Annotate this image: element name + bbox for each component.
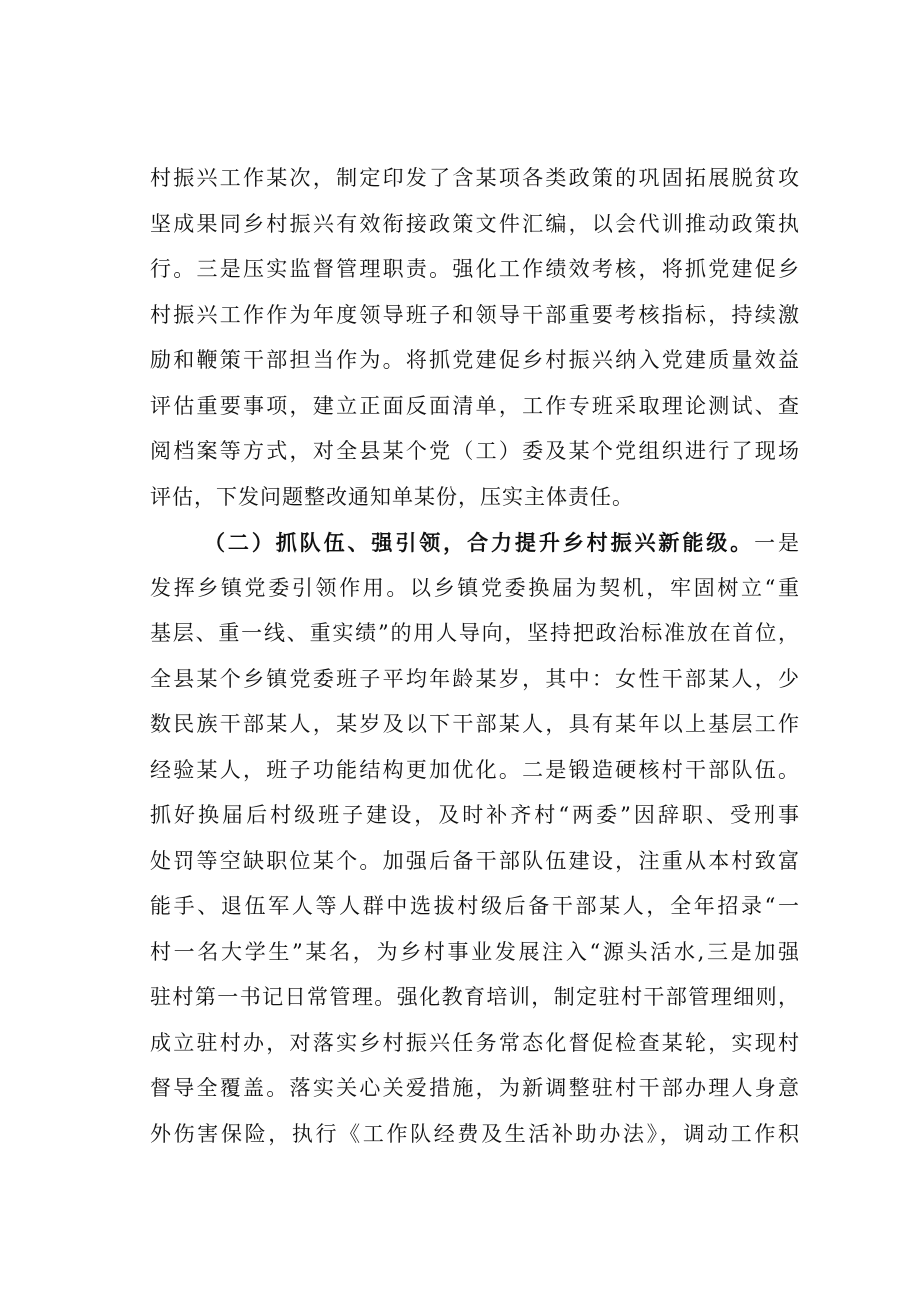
text-line: 村振兴工作某次，制定印发了含某项各类政策的巩固拓展脱贫攻 <box>150 166 800 190</box>
text-line: 励和鞭策干部担当作为。将抓党建促乡村振兴纳入党建质量效益 <box>150 348 800 372</box>
text-line: 督导全覆盖。落实关心关爱措施，为新调整驻村干部办理人身意 <box>150 1076 800 1100</box>
text-line: 发挥乡镇党委引领作用。以乡镇党委换届为契机，牢固树立“重 <box>150 575 800 600</box>
paragraph-1 <box>150 156 800 520</box>
text-line: 评估重要事项，建立正面反面清单，工作专班采取理论测试、查 <box>150 393 800 418</box>
body-text <box>150 156 800 1157</box>
text-line: 数民族干部某人，某岁及以下干部某人，具有某年以上基层工作 <box>150 712 800 736</box>
section-heading-line <box>150 520 800 566</box>
text-line: 行。三是压实监督管理职责。强化工作绩效考核，将抓党建促乡 <box>150 257 800 281</box>
text-line: 经验某人，班子功能结构更加优化。二是锻造硬核村干部队伍。 <box>150 757 800 782</box>
text-line: 处罚等空缺职位某个。加强后备干部队伍建设，注重从本村致富 <box>150 848 800 873</box>
text-line: 阅档案等方式，对全县某个党（工）委及某个党组织进行了现场 <box>150 439 800 463</box>
text-line: 全县某个乡镇党委班子平均年龄某岁，其中：女性干部某人，少 <box>150 666 800 691</box>
heading-tail-text: 一是 <box>754 531 801 555</box>
text-line: 坚成果同乡村振兴有效衔接政策文件汇编，以会代训推动政策执 <box>150 211 800 236</box>
text-line: 外伤害保险，执行《工作队经费及生活补助办法》，调动工作积 <box>150 1121 800 1146</box>
text-line: 抓好换届后村级班子建设，及时补齐村“两委”因辞职、受刑事 <box>150 803 800 827</box>
text-line: 村振兴工作作为年度领导班子和领导干部重要考核指标，持续激 <box>150 302 800 327</box>
text-line: 能手、退伍军人等人群中选拔村级后备干部某人，全年招录“一 <box>150 894 800 918</box>
text-line: 评估，下发问题整改通知单某份，压实主体责任。 <box>150 484 634 509</box>
text-line: 驻村第一书记日常管理。强化教育培训，制定驻村干部管理细则， <box>150 985 800 1009</box>
text-line: 村一名大学生”某名，为乡村事业发展注入“源头活水,三是加强 <box>150 939 800 964</box>
text-line: 基层、重一线、重实绩”的用人导向，坚持把政治标准放在首位， <box>150 621 800 645</box>
section-heading: （二）抓队伍、强引领，合力提升乡村振兴新能级。 <box>204 530 755 555</box>
paragraph-2 <box>150 520 800 1157</box>
text-line: 成立驻村办，对落实乡村振兴任务常态化督促检查某轮，实现村 <box>150 1030 800 1055</box>
